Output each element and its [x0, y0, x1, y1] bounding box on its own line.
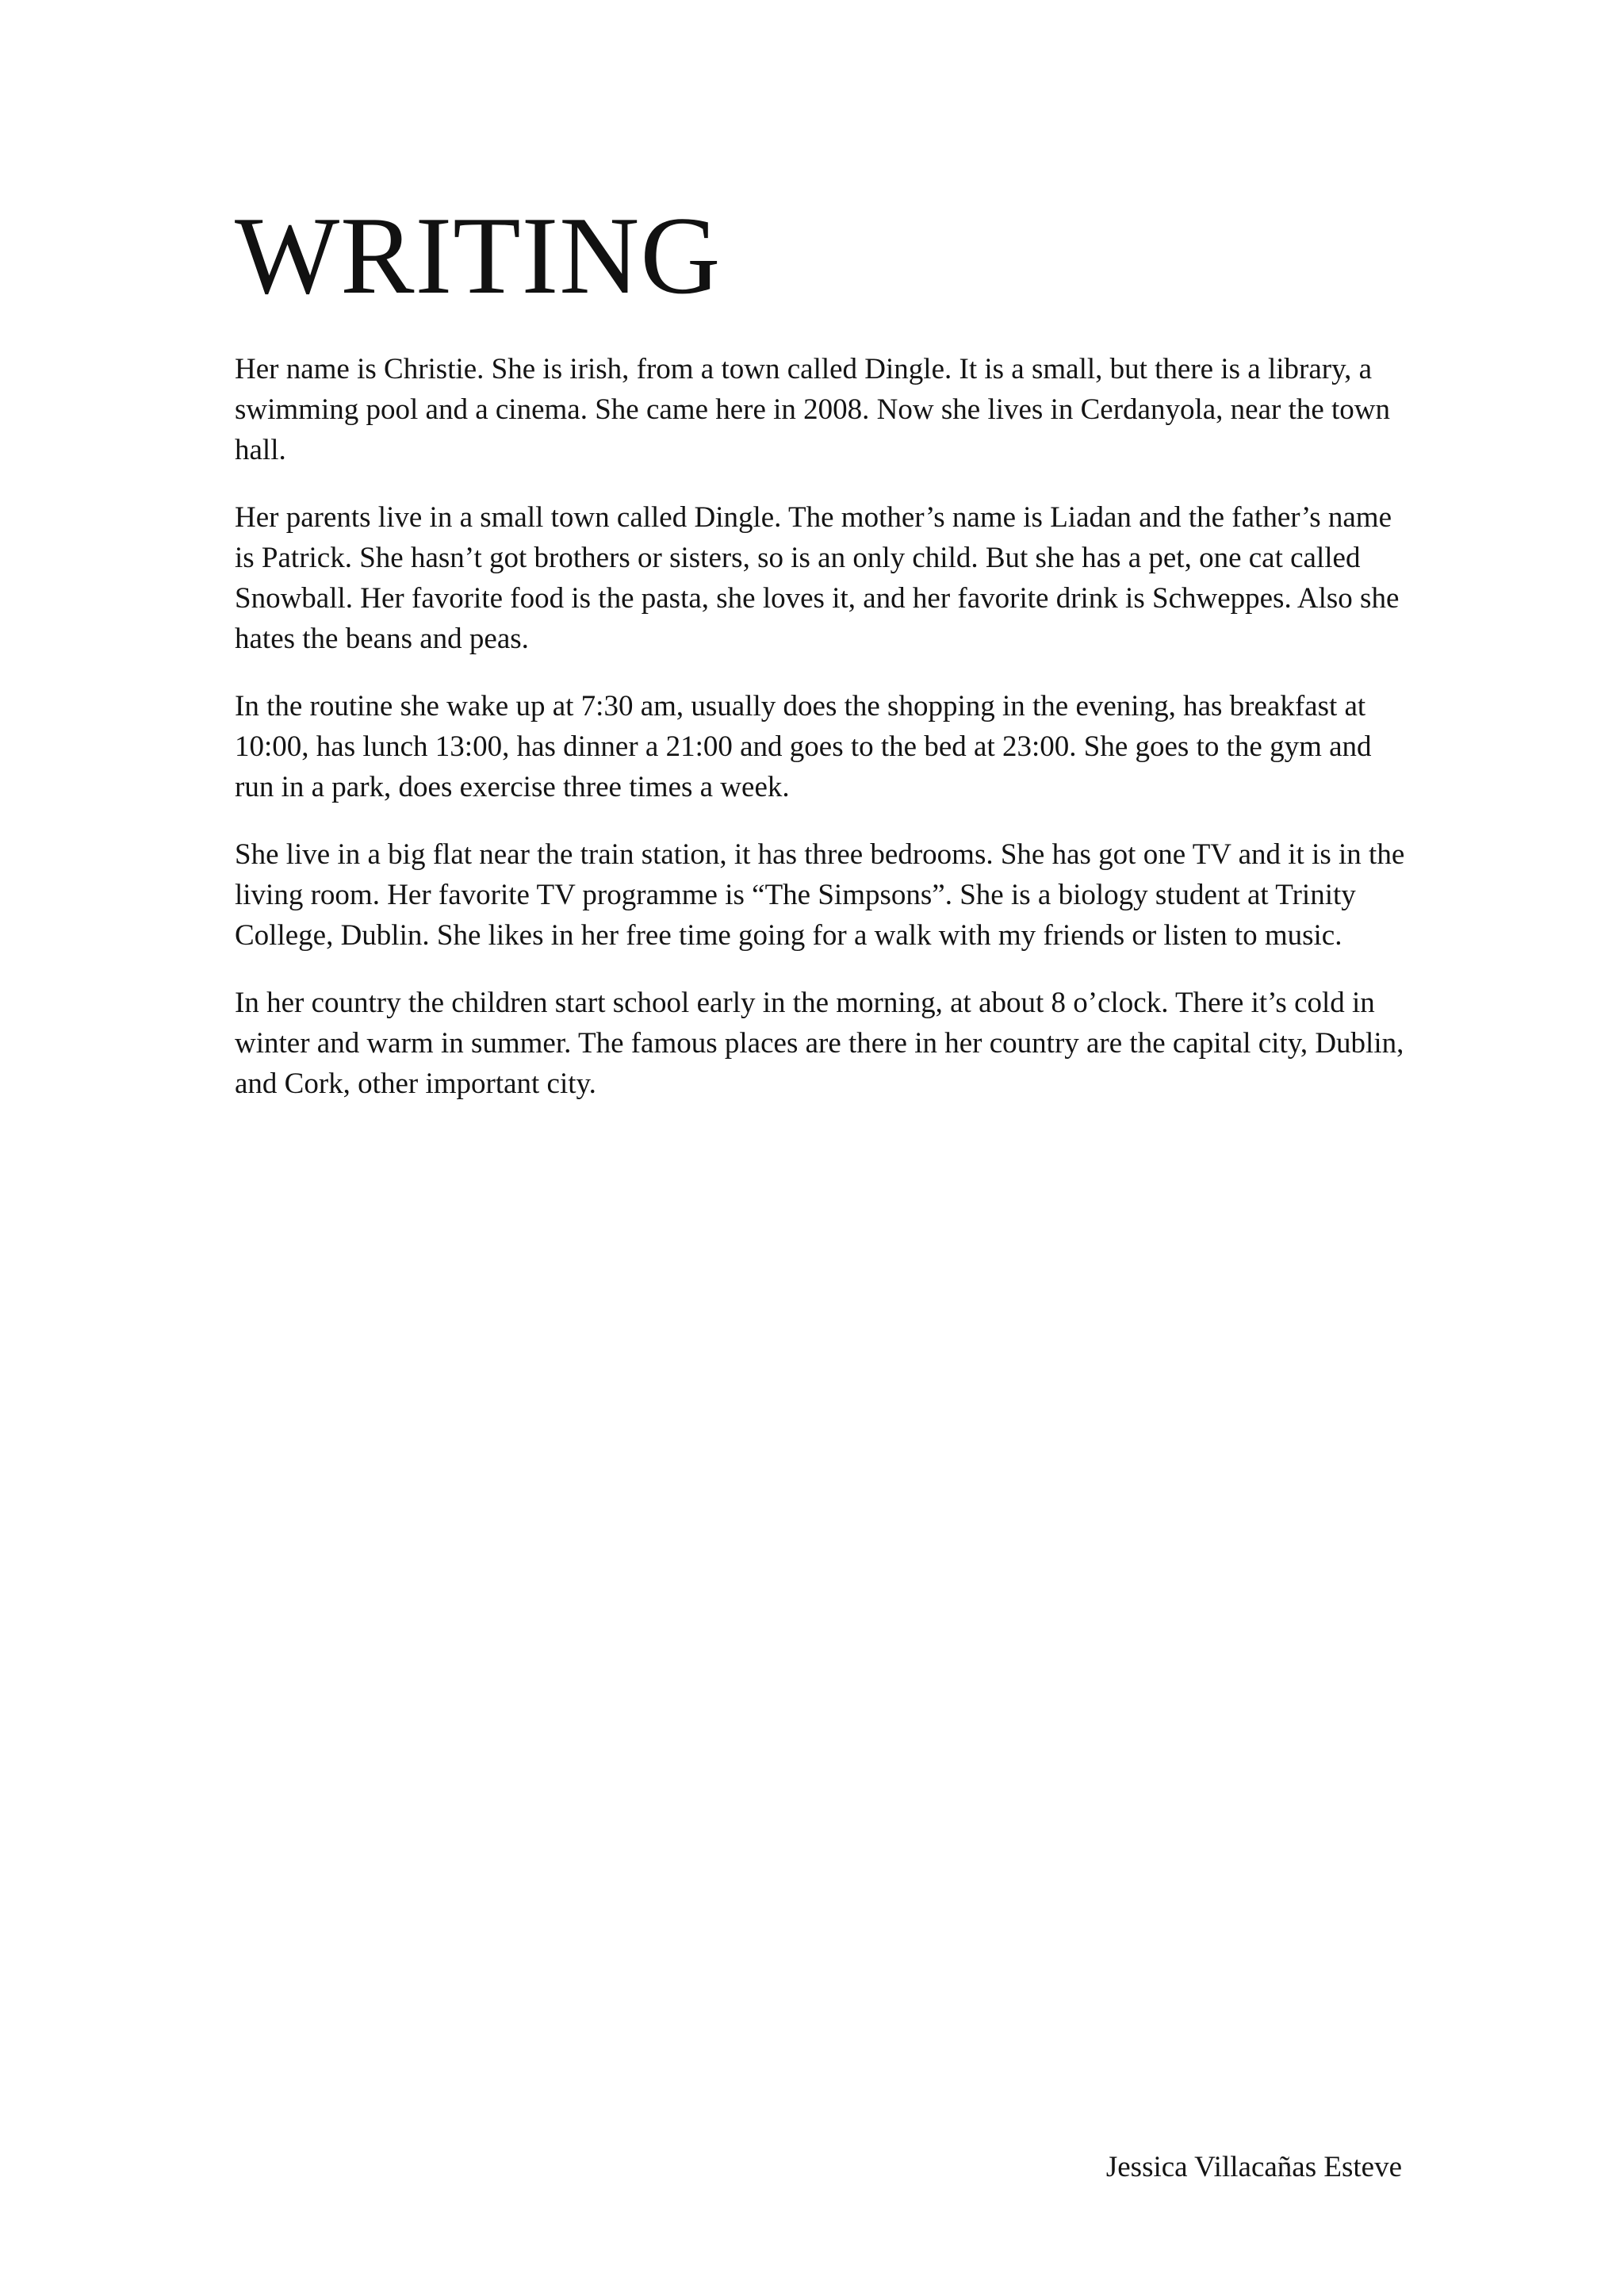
page-title: WRITING [235, 194, 722, 317]
paragraph-home: She live in a big flat near the train station, it has three bedrooms. She has got one TV and it is in the living room. Her favorite TV programme is “The Simpsons”. She is a biology student at Trinity College, Dublin. She likes in her free time going for a walk with my friends or listen to music. [235, 838, 1405, 952]
paragraph-routine: In the routine she wake up at 7:30 am, usually does the shopping in the evening, has breakfast at 10:00, has lunch 13:00, has dinner a 21:00 and goes to the bed at 23:00. She goes to the gym and run in a park, does exercise three times a week. [235, 690, 1372, 803]
author-name: Jessica Villacañas Esteve [1105, 2151, 1402, 2183]
paragraph-introduction: Her name is Christie. She is irish, from a town called Dingle. It is a small, but there is a library, a swimming pool and a cinema. She came here in 2008. Now she lives in Cerdanyola, near the town hall. [235, 353, 1391, 466]
paragraph-country: In her country the children start school early in the morning, at about 8 o’clock. There it’s cold in winter and warm in summer. The famous places are there in her country are the capital city, Dublin, and Cork, other important city. [235, 987, 1404, 1100]
document-body [235, 349, 1416, 1131]
paragraph-family: Her parents live in a small town called Dingle. The mother’s name is Liadan and the father’s name is Patrick. She hasn’t got brothers or sisters, so is an only child. But she has a pet, one cat called Snowball. Her favorite food is the pasta, she loves it, and her favorite drink is Schweppes. Also she hates the beans and peas. [235, 501, 1400, 655]
